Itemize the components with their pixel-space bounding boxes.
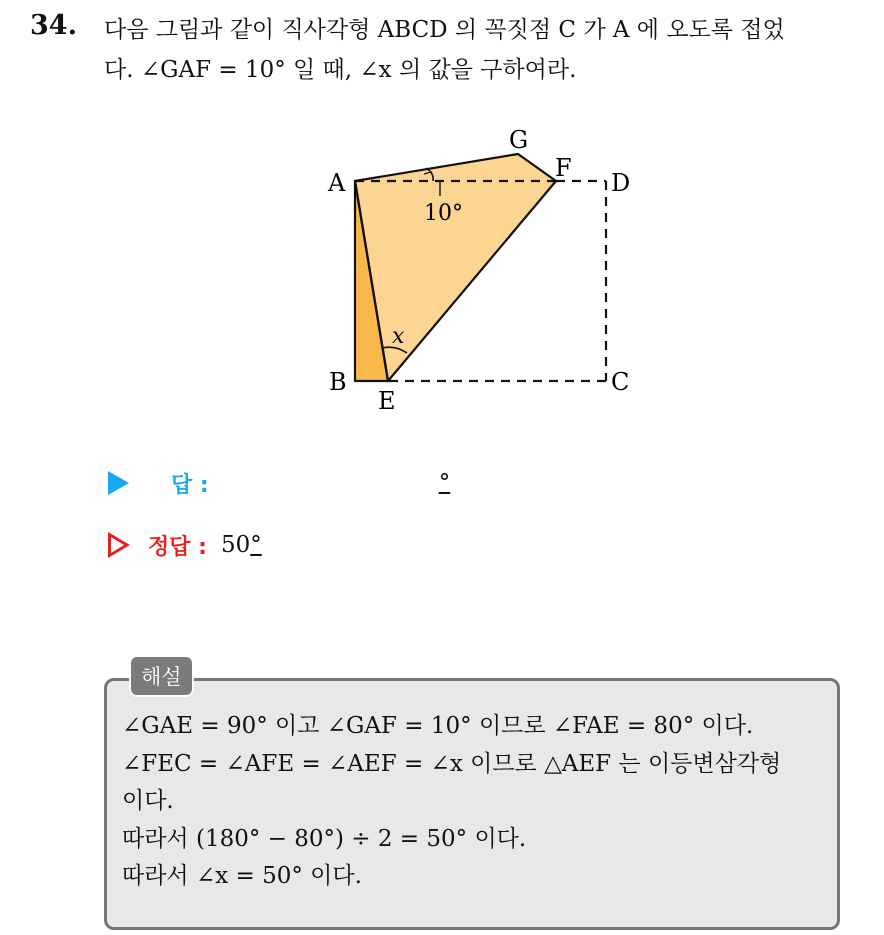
solution-line-5: 따라서 ∠x = 50° 이다. [122,863,362,889]
vertex-label-g: G [509,126,529,154]
correct-value: 50 [220,532,251,558]
question-line-2: 다. ∠GAF = 10° 일 때, ∠x 의 값을 구하여라. [104,57,577,83]
solution-line-4: 따라서 (180° − 80°) ÷ 2 = 50° 이다. [122,825,527,852]
answer-row [108,463,450,503]
correct-triangle-icon [108,532,130,558]
vertex-label-d: D [611,169,631,197]
answer-unit: ° [438,470,451,496]
solution-line-1: ∠GAE = 90° 이고 ∠GAF = 10° 이므로 ∠FAE = 80° 이다. [122,713,754,739]
vertex-label-b: B [329,368,347,396]
angle-label-gaf: 10° [424,201,463,226]
solution-line-2: ∠FEC = ∠AFE = ∠AEF = ∠x 이므로 △AEF 는 이등변삼각형 [122,750,782,777]
vertex-label-a: A [328,169,346,197]
vertex-label-f: F [555,154,572,182]
correct-label: 정답 : [148,534,207,560]
vertex-label-e: E [378,387,396,415]
answer-triangle-icon [108,471,129,495]
correct-answer-row [108,525,262,565]
vertex-label-c: C [611,368,630,396]
solution-line-3: 이다. [122,788,174,814]
question-line-1: 다음 그림과 같이 직사각형 ABCD 의 꼭짓점 C 가 A 에 오도록 접었 [104,17,785,43]
solution-text [122,708,781,896]
correct-unit: ° [250,532,262,558]
answer-label: 답 : [171,472,209,498]
solution-tag: 해설 [129,655,194,697]
angle-label-x: x [392,324,405,349]
question-number: 34. [30,10,77,41]
